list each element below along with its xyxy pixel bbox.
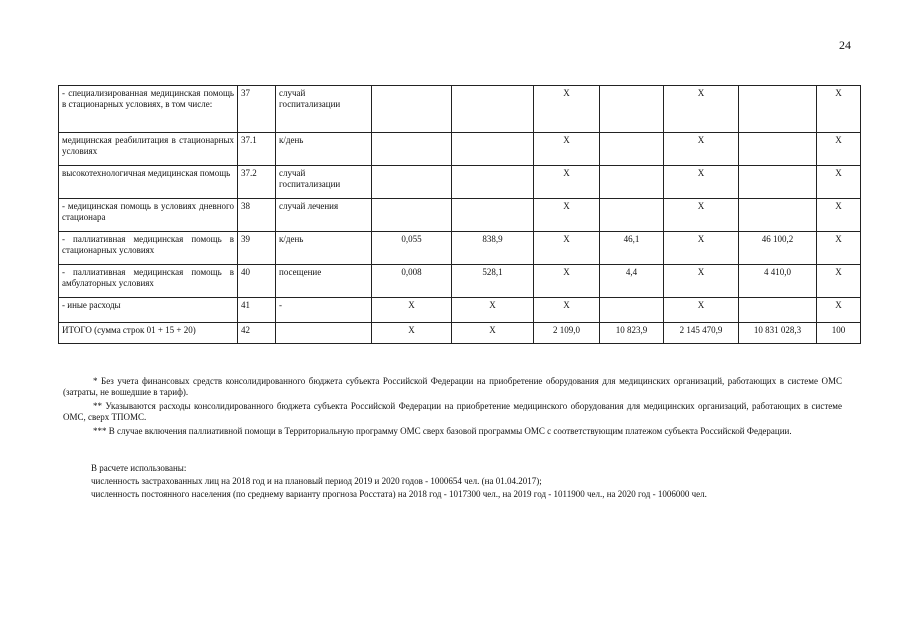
value-cell: X (534, 166, 600, 199)
row-name-cell: - иные расходы (59, 298, 238, 323)
value-cell: X (534, 232, 600, 265)
value-cell: X (372, 298, 452, 323)
table-row (59, 298, 861, 323)
value-cell: 0,008 (372, 265, 452, 298)
calculation-basis (91, 462, 851, 501)
value-cell: 10 823,9 (600, 323, 664, 344)
value-cell: X (534, 86, 600, 133)
row-code-cell: 42 (238, 323, 276, 344)
value-cell (452, 166, 534, 199)
row-unit-cell: к/день (276, 133, 372, 166)
row-unit-cell: случай госпитализации (276, 166, 372, 199)
page-number: 24 (839, 38, 851, 52)
value-cell: X (664, 166, 739, 199)
table-row (59, 265, 861, 298)
value-cell: X (817, 199, 861, 232)
value-cell: X (372, 323, 452, 344)
footnotes (63, 376, 842, 440)
row-name-cell: - специализированная медицинская помощь в стационарных условиях, в том числе: (59, 86, 238, 133)
table-body (59, 86, 861, 344)
value-cell: X (534, 133, 600, 166)
financing-table (58, 85, 861, 344)
value-cell: X (817, 166, 861, 199)
value-cell (372, 199, 452, 232)
value-cell (739, 199, 817, 232)
row-code-cell: 38 (238, 199, 276, 232)
value-cell: X (664, 298, 739, 323)
footnote-1: * Без учета финансовых средств консолидированного бюджета субъекта Российской Федерации на приобретение оборудования для медицинских организаций, работающих в системе ОМС (затраты, не вошедшие в тариф). (63, 376, 842, 397)
row-unit-cell: посещение (276, 265, 372, 298)
value-cell (739, 298, 817, 323)
row-code-cell: 37.2 (238, 166, 276, 199)
row-name-cell: - паллиативная медицинская помощь в стационарных условиях (59, 232, 238, 265)
value-cell (452, 199, 534, 232)
value-cell (600, 199, 664, 232)
value-cell (452, 86, 534, 133)
calc-insured-population: численность застрахованных лиц на 2018 год и на плановый период 2019 и 2020 годов - 1000654 чел. (на 01.04.2017); (91, 476, 542, 486)
value-cell: X (817, 133, 861, 166)
value-cell: X (817, 298, 861, 323)
value-cell: X (534, 199, 600, 232)
row-unit-cell: случай госпитализации (276, 86, 372, 133)
table-row (59, 166, 861, 199)
calc-resident-population: численность постоянного населения (по среднему варианту прогноза Росстата) на 2018 год - 1017300 чел., на 2019 год - 1011900 чел., на 2020 год - 1006000 чел. (91, 489, 707, 499)
value-cell (600, 86, 664, 133)
value-cell (600, 133, 664, 166)
row-name-cell: - паллиативная медицинская помощь в амбулаторных условиях (59, 265, 238, 298)
row-unit-cell: случай лечения (276, 199, 372, 232)
value-cell: 46,1 (600, 232, 664, 265)
value-cell: 46 100,2 (739, 232, 817, 265)
table-row (59, 86, 861, 133)
row-unit-cell (276, 323, 372, 344)
value-cell: X (534, 265, 600, 298)
footnote-3: *** В случае включения паллиативной помощи в Территориальную программу ОМС сверх базовой программы ОМС с соответствующим платежом субъекта Российской Федерации. (93, 426, 792, 436)
table-row (59, 323, 861, 344)
row-unit-cell: к/день (276, 232, 372, 265)
value-cell: 10 831 028,3 (739, 323, 817, 344)
calc-heading: В расчете использованы: (91, 463, 187, 473)
row-name-cell: высокотехнологичная медицинская помощь (59, 166, 238, 199)
value-cell: X (817, 86, 861, 133)
row-unit-cell: - (276, 298, 372, 323)
value-cell (452, 133, 534, 166)
value-cell (372, 166, 452, 199)
row-code-cell: 37.1 (238, 133, 276, 166)
value-cell (600, 298, 664, 323)
value-cell: 528,1 (452, 265, 534, 298)
value-cell: X (534, 298, 600, 323)
value-cell: 2 145 470,9 (664, 323, 739, 344)
row-code-cell: 37 (238, 86, 276, 133)
value-cell: 4,4 (600, 265, 664, 298)
value-cell (739, 133, 817, 166)
row-name-cell: ИТОГО (сумма строк 01 + 15 + 20) (59, 323, 238, 344)
value-cell (372, 86, 452, 133)
table-row (59, 199, 861, 232)
value-cell: 4 410,0 (739, 265, 817, 298)
value-cell: X (664, 86, 739, 133)
value-cell: X (817, 265, 861, 298)
value-cell: X (664, 199, 739, 232)
value-cell (372, 133, 452, 166)
row-code-cell: 41 (238, 298, 276, 323)
table-row (59, 232, 861, 265)
value-cell (739, 166, 817, 199)
table-row (59, 133, 861, 166)
value-cell: X (452, 323, 534, 344)
row-code-cell: 40 (238, 265, 276, 298)
value-cell (600, 166, 664, 199)
value-cell: X (452, 298, 534, 323)
value-cell (739, 86, 817, 133)
footnote-2: ** Указываются расходы консолидированного бюджета субъекта Российской Федерации на приобретение медицинского оборудования для медицинских организаций, работающих в системе ОМС, сверх ТПОМС. (63, 401, 842, 422)
row-name-cell: - медицинская помощь в условиях дневного стационара (59, 199, 238, 232)
row-name-cell: медицинская реабилитация в стационарных условиях (59, 133, 238, 166)
value-cell: X (817, 232, 861, 265)
value-cell: X (664, 232, 739, 265)
value-cell: 100 (817, 323, 861, 344)
value-cell: 2 109,0 (534, 323, 600, 344)
value-cell: 838,9 (452, 232, 534, 265)
value-cell: X (664, 133, 739, 166)
row-code-cell: 39 (238, 232, 276, 265)
value-cell: X (664, 265, 739, 298)
value-cell: 0,055 (372, 232, 452, 265)
